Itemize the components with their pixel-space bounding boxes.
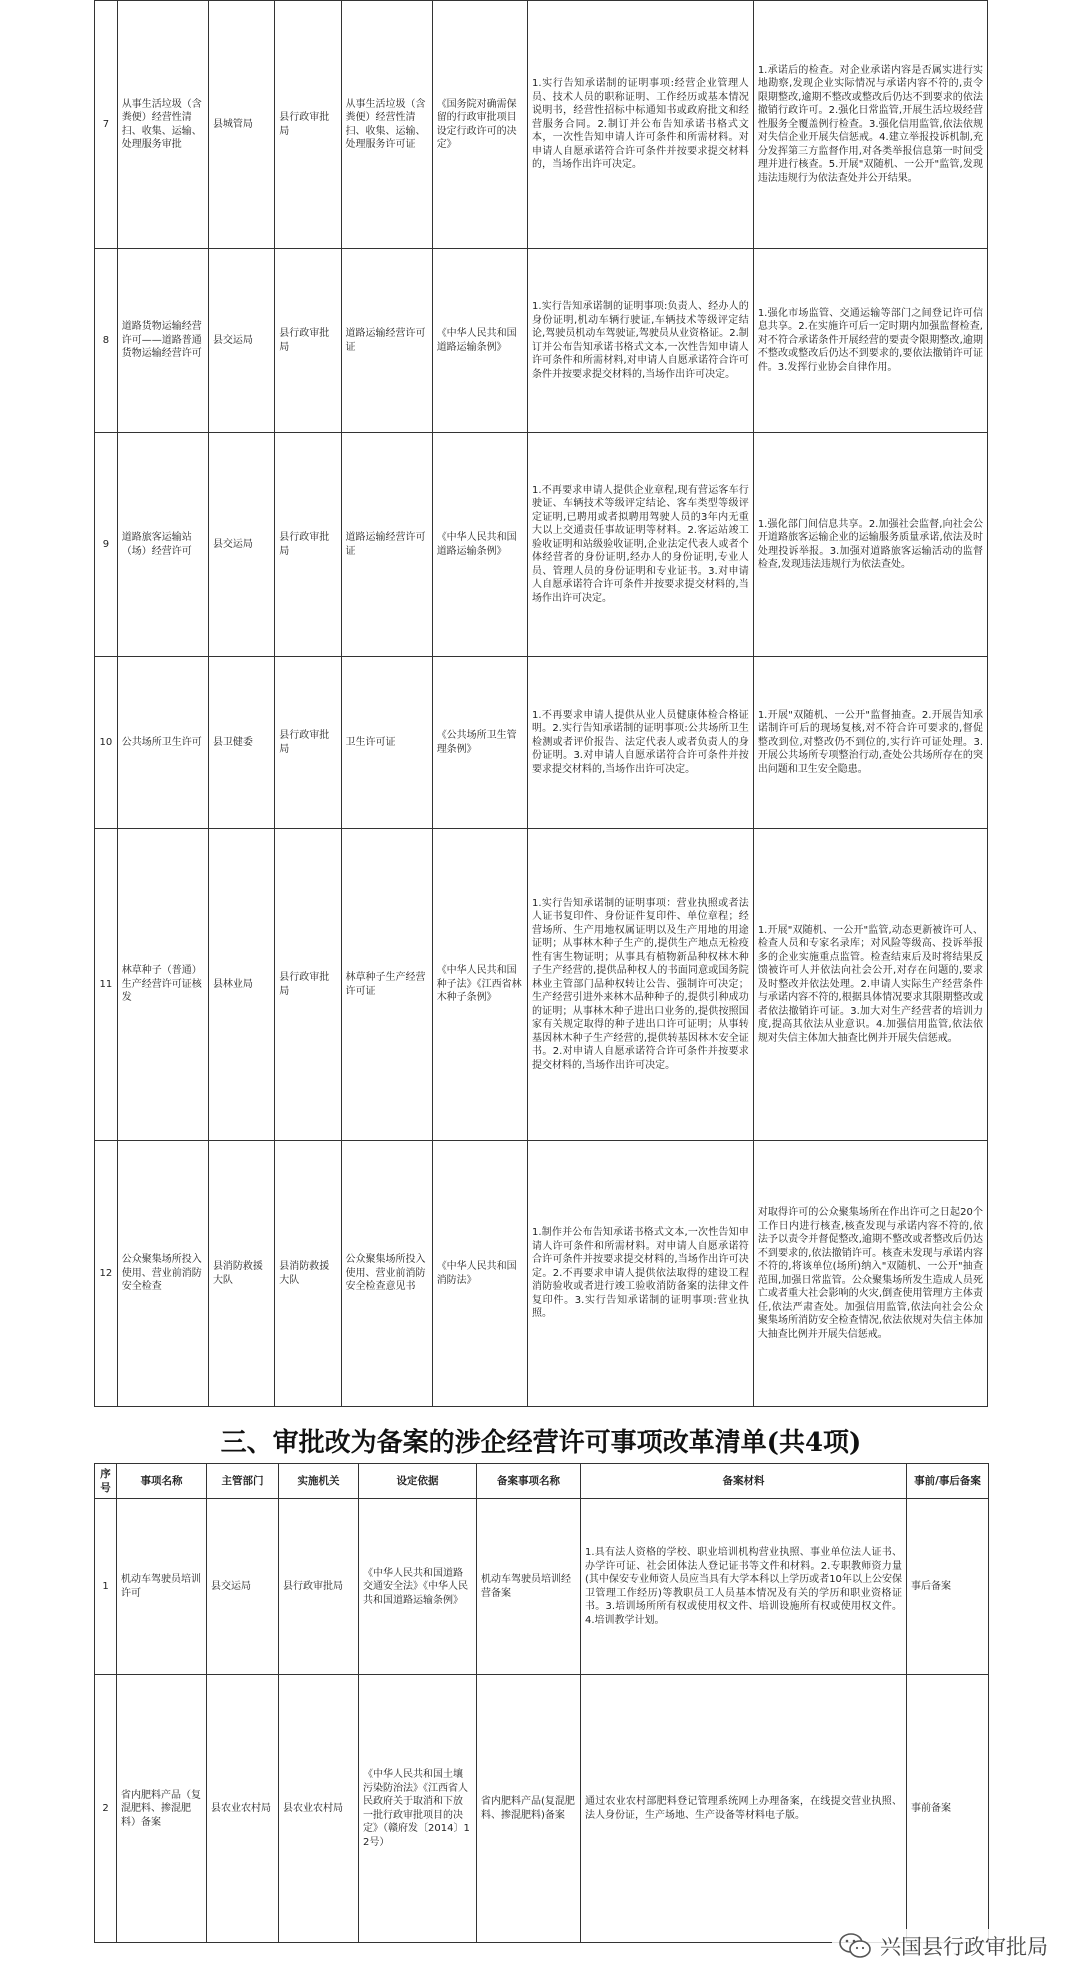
cell-no: 9 [95, 433, 118, 657]
header-materials: 备案材料 [581, 1464, 907, 1499]
cell-name: 林草种子（普通）生产经营许可证核发 [117, 829, 208, 1141]
reform-table-continued [94, 0, 988, 1407]
wechat-icon [838, 1932, 872, 1960]
cell-permit: 道路运输经营许可证 [341, 249, 432, 433]
cell-dept: 县交运局 [207, 1499, 279, 1675]
header-org: 实施机关 [279, 1464, 359, 1499]
cell-record: 机动车驾驶员培训经营备案 [477, 1499, 581, 1675]
cell-permit: 公众聚集场所投入使用、营业前消防安全检查意见书 [341, 1141, 432, 1407]
cell-basis: 《中华人民共和国土壤污染防治法》《江西省人民政府关于取消和下放一批行政审批项目的决定》（赣府发〔2014〕12号） [359, 1675, 477, 1943]
table-row [95, 1499, 989, 1675]
cell-org: 县农业农村局 [279, 1675, 359, 1943]
cell-basis: 《中华人民共和国种子法》《江西省林木种子条例》 [432, 829, 527, 1141]
cell-org: 县消防救援大队 [275, 1141, 341, 1407]
cell-measures: 1.实行告知承诺制的证明事项：营业执照或者法人证书复印件、身份证件复印件、单位章程；经营场所、生产用地权属证明以及生产用地的用途证明；从事林木种子生产的,提供生产地点无检疫性有害生物证明；从事具有植物新品种权林木种子生产经营的,提供品种权人的书面同意或国务院林业主管部门品种权转让公告、强制许可决定；生产经营引进外来林木品种种子的,提供引种成功的证明；从事林木种子进出口业务的,提供按照国家有关规定取得的种子进出口许可证明；从事转基因林木种子生产经营的,提供转基因林木安全证书。2.对申请人自愿承诺符合许可条件并按要求提交材料的,当场作出许可决定。 [527, 829, 753, 1141]
cell-supervision: 1.强化市场监管、交通运输等部门之间登记许可信息共享。2.在实施许可后一定时期内加强监督检查,对不符合承诺条件开展经营的要责令限期整改,逾期不整改或整改后仍达不到要求的,要依法撤销许可证件。3.发挥行业协会自律作用。 [753, 249, 987, 433]
cell-record: 省内肥料产品(复混肥料、掺混肥料)备案 [477, 1675, 581, 1943]
watermark [832, 1929, 1054, 1963]
cell-no: 10 [95, 657, 118, 829]
table-row [95, 433, 988, 657]
header-timing: 事前/事后备案 [907, 1464, 989, 1499]
cell-basis: 《中华人民共和国消防法》 [432, 1141, 527, 1407]
cell-measures: 1.实行告知承诺制的证明事项:经营企业管理人员、技术人员的职称证明、工作经历或基本情况说明书，经营性招标中标通知书或政府批文和经营服务合同。2.制订并公布告知承诺书格式文本，一次性告知申请人许可条件和所需材料。对申请人自愿承诺符合许可条件并按要求提交材料的，当场作出许可决定。 [527, 1, 753, 249]
cell-basis: 《国务院对确需保留的行政审批项目设定行政许可的决定》 [432, 1, 527, 249]
table-row [95, 249, 988, 433]
cell-permit: 道路运输经营许可证 [341, 433, 432, 657]
cell-name: 从事生活垃圾（含粪便）经营性清扫、收集、运输、处理服务审批 [117, 1, 208, 249]
cell-no: 11 [95, 829, 118, 1141]
cell-basis: 《中华人民共和国道路交通安全法》《中华人民共和国道路运输条例》 [359, 1499, 477, 1675]
cell-no: 1 [95, 1499, 117, 1675]
table-row [95, 657, 988, 829]
cell-supervision: 1.强化部门间信息共享。2.加强社会监督,向社会公开道路旅客运输企业的运输服务质量承诺,依法及时处理投诉举报。3.加强对道路旅客运输活动的监督检查,发现违法违规行为依法查处。 [753, 433, 987, 657]
cell-dept: 县消防救援大队 [208, 1141, 274, 1407]
cell-org: 县行政审批局 [275, 829, 341, 1141]
cell-no: 12 [95, 1141, 118, 1407]
header-basis: 设定依据 [359, 1464, 477, 1499]
cell-supervision: 1.开展"双随机、一公开"监督抽查。2.开展告知承诺制许可后的现场复核,对不符合许可要求的,督促整改到位,对整改仍不到位的,实行许可证处理。3.开展公共场所专项整治行动,查处公共场所存在的突出问题和卫生安全隐患。 [753, 657, 987, 829]
cell-supervision: 1.开展"双随机、一公开"监管,动态更新被许可人、检查人员和专家名录库；对风险等级高、投诉举报多的企业实施重点监管。检查结束后及时将结果反馈被许可人并依法向社会公开,对存在问题的,要求及时整改并依法处理。2.申请人实际生产经营条件与承诺内容不符的,根据具体情况要求其限期整改或者依法撤销许可证。3.加大对生产经营者的培训力度,提高其依法从业意识。4.加强信用监管,依法依规对失信主体加大抽查比例并开展失信惩戒。 [753, 829, 987, 1141]
cell-no: 8 [95, 249, 118, 433]
cell-name: 省内肥料产品（复混肥料、掺混肥料）备案 [117, 1675, 207, 1943]
header-record: 备案事项名称 [477, 1464, 581, 1499]
table-row [95, 1141, 988, 1407]
cell-materials: 1.具有法人资格的学校、职业培训机构营业执照、事业单位法人证书、办学许可证、社会团体法人登记证书等文件和材料。2.专职教师资力量(其中保安专业师资人员应当具有大学本科以上学历或者10年以上公安保卫管理工作经历)等教职员工人员基本情况及有关的学历和职业资格证书。3.培训场所所有权或使用权文件、培训设施所有权或使用权文件。4.培训教学计划。 [581, 1499, 907, 1675]
cell-org: 县行政审批局 [275, 657, 341, 829]
cell-supervision: 对取得许可的公众聚集场所在作出许可之日起20个工作日内进行核查,核查发现与承诺内容不符的,依法予以责令并督促整改,逾期不整改或者整改后仍达不到要求的,依法撤销许可。核查未发现与承诺内容不符的,将该单位(场所)纳入"双随机、一公开"抽查范围,加强日常监管。公众聚集场所发生造成人员死亡或者重大社会影响的火灾,倒查使用管理方主体责任,依法严肃查处。加强信用监管,依法向社会公众聚集场所消防安全检查情况,依法依规对失信主体加大抽查比例并开展失信惩戒。 [753, 1141, 987, 1407]
cell-dept: 县交运局 [208, 433, 274, 657]
cell-name: 道路旅客运输站（场）经营许可 [117, 433, 208, 657]
cell-org: 县行政审批局 [275, 433, 341, 657]
table-header-row [95, 1464, 989, 1499]
section-title: 三、审批改为备案的涉企经营许可事项改革清单(共4项) [220, 1428, 862, 1458]
cell-measures: 1.制作并公布告知承诺书格式文本,一次性告知申请人许可条件和所需材料。对申请人自愿承诺符合许可条件并按要求提交材料的,当场作出许可决定。2.不再要求申请人提供依法取得的建设工程消防验收或者进行竣工验收消防备案的法律文件复印件。3.实行告知承诺制的证明事项:营业执照。 [527, 1141, 753, 1407]
cell-org: 县行政审批局 [275, 1, 341, 249]
cell-org: 县行政审批局 [275, 249, 341, 433]
cell-dept: 县交运局 [208, 249, 274, 433]
cell-name: 公共场所卫生许可 [117, 657, 208, 829]
watermark-text: 兴国县行政审批局 [880, 1935, 1048, 1959]
cell-basis: 《中华人民共和国道路运输条例》 [432, 433, 527, 657]
cell-basis: 《公共场所卫生管理条例》 [432, 657, 527, 829]
cell-materials: 通过农业农村部肥料登记管理系统网上办理备案，在线提交营业执照、法人身份证，生产场地、生产设备等材料电子版。 [581, 1675, 907, 1943]
cell-no: 2 [95, 1675, 117, 1943]
cell-supervision: 1.承诺后的检查。对企业承诺内容是否属实进行实地勘察,发现企业实际情况与承诺内容不符的,责令限期整改,逾期不整改或整改后仍达不到要求的依法撤销行政许可。2.强化日常监管,开展生活垃圾经营性服务全覆盖例行检查。3.强化信用监管,依法依规对失信企业开展失信惩戒。4.建立举报投诉机制,充分发挥第三方监督作用,对各类举报信息第一时间受理并进行核查。5.开展"双随机、一公开"监管,发现违法违规行为依法查处并公开结果。 [753, 1, 987, 249]
cell-name: 机动车驾驶员培训许可 [117, 1499, 207, 1675]
cell-permit: 从事生活垃圾（含粪便）经营性清扫、收集、运输、处理服务许可证 [341, 1, 432, 249]
cell-name: 道路货物运输经营许可——道路普通货物运输经营许可 [117, 249, 208, 433]
cell-basis: 《中华人民共和国道路运输条例》 [432, 249, 527, 433]
cell-measures: 1.不再要求申请人提供从业人员健康体检合格证明。2.实行告知承诺制的证明事项:公共场所卫生检测或者评价报告、法定代表人或者负责人的身份证明。3.对申请人自愿承诺符合许可条件并按要求提交材料的,当场作出许可决定。 [527, 657, 753, 829]
cell-permit: 林草种子生产经营许可证 [341, 829, 432, 1141]
header-name: 事项名称 [117, 1464, 207, 1499]
table-row [95, 829, 988, 1141]
cell-name: 公众聚集场所投入使用、营业前消防安全检查 [117, 1141, 208, 1407]
cell-dept: 县林业局 [208, 829, 274, 1141]
cell-org: 县行政审批局 [279, 1499, 359, 1675]
cell-dept: 县城管局 [208, 1, 274, 249]
cell-timing: 事前备案 [907, 1675, 989, 1943]
filing-reform-table [94, 1463, 989, 1943]
table-row [95, 1675, 989, 1943]
cell-no: 7 [95, 1, 118, 249]
cell-dept: 县卫健委 [208, 657, 274, 829]
cell-permit: 卫生许可证 [341, 657, 432, 829]
cell-dept: 县农业农村局 [207, 1675, 279, 1943]
cell-timing: 事后备案 [907, 1499, 989, 1675]
cell-measures: 1.实行告知承诺制的证明事项:负责人、经办人的身份证明,机动车辆行驶证,车辆技术等级评定结论,驾驶员机动车驾驶证,驾驶员从业资格证。2.制订并公布告知承诺书格式文本,一次性告知申请人许可条件和所需材料,对申请人自愿承诺符合许可条件并按要求提交材料的,当场作出许可决定。 [527, 249, 753, 433]
table-row [95, 1, 988, 249]
header-no: 序号 [95, 1464, 117, 1499]
header-dept: 主管部门 [207, 1464, 279, 1499]
cell-measures: 1.不再要求申请人提供企业章程,现有营运客车行驶证、车辆技术等级评定结论、客车类型等级评定证明,已聘用或者拟聘用驾驶人员的3年内无重大以上交通责任事故证明等材料。2.客运站竣工验收证明和站级验收证明,企业法定代表人或者个体经营者的身份证明,经办人的身份证明,专业人员、管理人员的身份证明和专业证书。3.对申请人自愿承诺符合许可条件并按要求提交材料的,当场作出许可决定。 [527, 433, 753, 657]
